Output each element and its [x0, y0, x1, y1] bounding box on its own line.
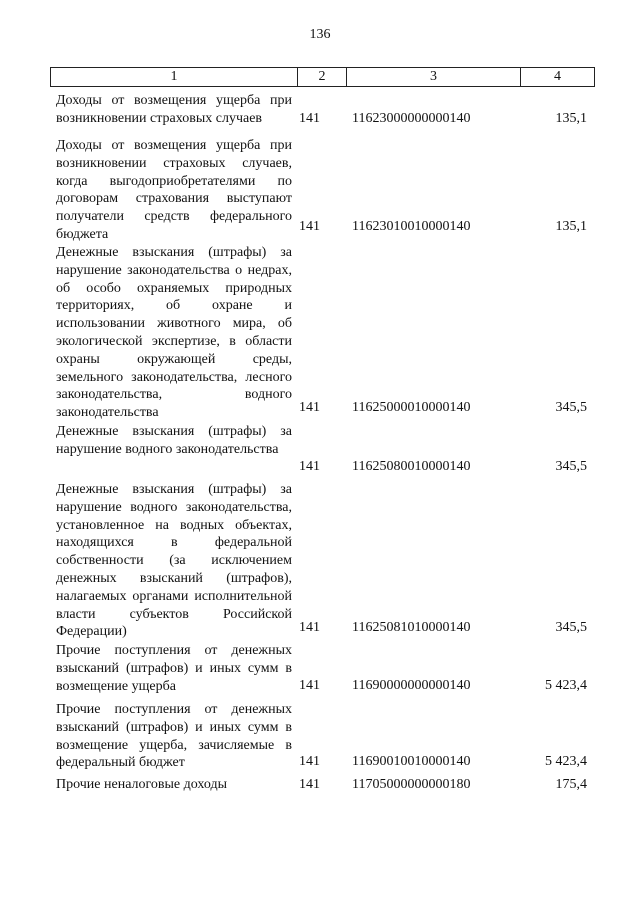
row-kbk: 11625000010000140 — [352, 400, 471, 415]
table-row — [0, 642, 640, 696]
table-row — [0, 244, 640, 421]
column-header-3: 3 — [347, 68, 521, 86]
row-description: Прочие неналоговые доходы — [56, 777, 228, 792]
table-row — [0, 701, 640, 772]
row-description: Доходы от возмещения ущерба при возникновении страховых случаев — [56, 93, 292, 126]
table-row — [0, 92, 640, 128]
row-description: Денежные взыскания (штрафы) за нарушение водного законодательства, установленное на водных объектах, находящихся в федеральной собственности (за исключением денежных взысканий (штрафов), налагаемых органами исполнительной власти субъектов Российской Федерации) — [56, 482, 292, 640]
row-description: Прочие поступления от денежных взысканий (штрафов) и иных сумм в возмещение ущерба, зачисляемые в федеральный бюджет — [56, 702, 292, 771]
row-amount: 5 423,4 — [545, 678, 587, 693]
row-code: 141 — [299, 678, 320, 693]
row-code: 141 — [299, 219, 320, 234]
row-amount: 175,4 — [555, 777, 587, 792]
table-header — [50, 67, 595, 87]
row-kbk: 11625081010000140 — [352, 620, 471, 635]
row-amount: 5 423,4 — [545, 754, 587, 769]
table-row — [0, 481, 640, 643]
row-amount: 345,5 — [555, 620, 587, 635]
column-header-4: 4 — [554, 69, 561, 84]
row-description: Денежные взыскания (штрафы) за нарушение законодательства о недрах, об особо охраняемых природных территориях, об охране и использовании животного мира, об экологической экспертизе, в области охраны окружающей среды, земельного законодательства, лесного законодательства, водного законодательства — [56, 245, 292, 421]
row-code: 141 — [299, 110, 320, 126]
row-code: 141 — [299, 777, 320, 792]
row-amount: 345,5 — [555, 459, 587, 474]
column-header-2: 2 — [298, 68, 347, 86]
row-amount: 345,5 — [555, 400, 587, 415]
row-amount: 135,1 — [555, 219, 587, 234]
table-row — [0, 423, 640, 477]
row-kbk: 11690010010000140 — [352, 754, 471, 769]
row-code: 141 — [299, 620, 320, 635]
table-row — [0, 776, 640, 794]
page-number: 136 — [309, 27, 331, 42]
row-description: Доходы от возмещения ущерба при возникновении страховых случаев, когда выгодоприобретателями по договорам страхования выступают получатели средств федерального бюджета — [56, 138, 292, 242]
row-kbk: 11623010010000140 — [352, 219, 471, 234]
row-kbk: 11625080010000140 — [352, 459, 471, 474]
table-row — [0, 137, 640, 244]
row-kbk: 11623000000000140 — [352, 110, 471, 126]
column-header-1: 1 — [51, 68, 298, 86]
row-code: 141 — [299, 459, 320, 474]
row-description: Прочие поступления от денежных взысканий (штрафов) и иных сумм в возмещение ущерба — [56, 643, 292, 694]
row-kbk: 11690000000000140 — [352, 678, 471, 693]
row-kbk: 11705000000000180 — [352, 777, 471, 792]
row-code: 141 — [299, 400, 320, 415]
row-amount: 135,1 — [555, 110, 587, 126]
row-code: 141 — [299, 754, 320, 769]
row-description: Денежные взыскания (штрафы) за нарушение водного законодательства — [56, 424, 292, 457]
